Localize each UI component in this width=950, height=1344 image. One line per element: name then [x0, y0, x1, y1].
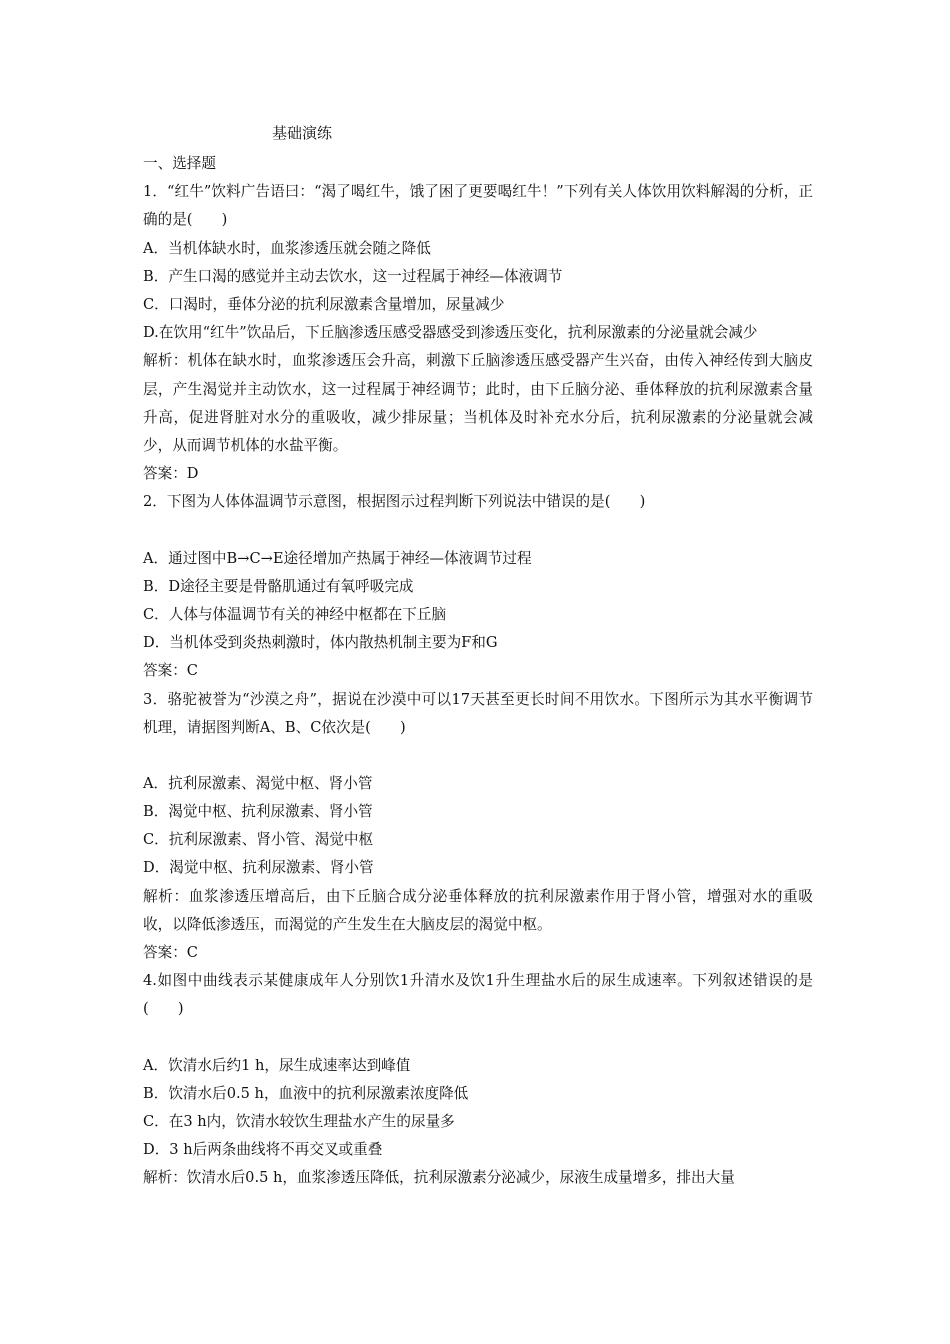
question-3-option-b: B．渴觉中枢、抗利尿激素、肾小管 — [143, 803, 373, 821]
question-2 — [143, 488, 813, 685]
document-body — [143, 150, 813, 1193]
question-2-figure-space — [143, 517, 813, 545]
question-3-stem: 3．骆驼被誉为“沙漠之舟”，据说在沙漠中可以17天甚至更长时间不用饮水。下图所示为其水平衡调节机理，请据图判断A、B、C依次是( ) — [143, 690, 813, 736]
question-1-analysis: 解析：机体在缺水时，血浆渗透压会升高，刺激下丘脑渗透压感受器产生兴奋，由传入神经传到大脑皮层，产生渴觉并主动饮水，这一过程属于神经调节；此时，由下丘脑分泌、垂体释放的抗利尿激素含量升高，促进肾脏对水分的重吸收，减少排尿量；当机体及时补充水分后，抗利尿激素的分泌量就会减少，从而调节机体的水盐平衡。 — [143, 352, 813, 454]
question-4-option-a: A．饮清水后约1 h，尿生成速率达到峰值 — [143, 1056, 411, 1074]
question-2-option-c: C．人体与体温调节有关的神经中枢都在下丘脑 — [143, 605, 447, 623]
question-3-option-a: A．抗利尿激素、渴觉中枢、肾小管 — [143, 774, 373, 792]
question-1-stem: 1．“红牛”饮料广告语曰：“渴了喝红牛，饿了困了更要喝红牛！”下列有关人体饮用饮料解渴的分析，正确的是( ) — [143, 183, 813, 229]
question-1-option-a: A．当机体缺水时，血浆渗透压就会随之降低 — [143, 239, 431, 257]
question-4 — [143, 967, 813, 1192]
question-2-option-b: B．D途径主要是骨骼肌通过有氧呼吸完成 — [143, 577, 414, 595]
section-heading: 一、选择题 — [143, 155, 216, 172]
question-1 — [143, 178, 813, 488]
question-1-answer: 答案：D — [143, 465, 199, 483]
question-2-option-d: D．当机体受到炎热刺激时，体内散热机制主要为F和G — [143, 634, 498, 652]
question-4-analysis: 解析：饮清水后0.5 h，血浆渗透压降低，抗利尿激素分泌减少，尿液生成量增多，排出大量 — [143, 1169, 735, 1187]
question-4-stem: 4.如图中曲线表示某健康成年人分别饮1升清水及饮1升生理盐水后的尿生成速率。下列叙述错误的是( ) — [143, 972, 813, 1018]
page-title: 基础演练 — [272, 124, 333, 142]
question-1-option-c: C．口渴时，垂体分泌的抗利尿激素含量增加，尿量减少 — [143, 295, 505, 313]
question-3-figure-space — [143, 742, 813, 770]
question-2-answer: 答案：C — [143, 662, 198, 680]
question-3-option-c: C．抗利尿激素、肾小管、渴觉中枢 — [143, 831, 374, 849]
question-4-option-d: D．3 h后两条曲线将不再交叉或重叠 — [143, 1141, 383, 1159]
question-2-stem: 2．下图为人体体温调节示意图，根据图示过程判断下列说法中错误的是( ) — [143, 493, 646, 511]
question-3-analysis: 解析：血浆渗透压增高后，由下丘脑合成分泌垂体释放的抗利尿激素作用于肾小管，增强对水的重吸收，以降低渗透压，而渴觉的产生发生在大脑皮层的渴觉中枢。 — [143, 887, 813, 933]
question-1-option-b: B．产生口渴的感觉并主动去饮水，这一过程属于神经—体液调节 — [143, 267, 563, 285]
question-3-answer: 答案：C — [143, 944, 198, 962]
question-4-option-c: C．在3 h内，饮清水较饮生理盐水产生的尿量多 — [143, 1113, 455, 1131]
question-3-option-d: D．渴觉中枢、抗利尿激素、肾小管 — [143, 859, 374, 877]
question-4-option-b: B．饮清水后0.5 h，血液中的抗利尿激素浓度降低 — [143, 1084, 469, 1102]
question-3 — [143, 686, 813, 968]
question-2-option-a: A．通过图中B→C→E途径增加产热属于神经—体液调节过程 — [143, 549, 532, 567]
question-1-option-d: D.在饮用“红牛”饮品后，下丘脑渗透压感受器感受到渗透压变化，抗利尿激素的分泌量就会减少 — [143, 324, 758, 342]
question-4-figure-space — [143, 1024, 813, 1052]
